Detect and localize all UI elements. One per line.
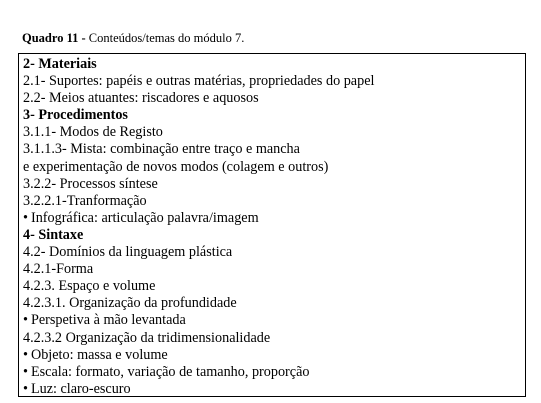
bullet-icon: •	[23, 346, 28, 363]
bullet-item	[23, 381, 525, 398]
list-item	[23, 295, 525, 312]
line-text: 4.2- Domínios da linguagem plástica	[23, 244, 233, 261]
list-item	[23, 141, 525, 158]
line-text: 3.1.1- Modos de Registo	[23, 124, 163, 141]
list-item	[23, 90, 525, 107]
list-item	[23, 176, 525, 193]
bullet-item	[23, 312, 525, 329]
line-text: Luz: claro-escuro	[30, 380, 131, 397]
line-text: 4- Sintaxe	[23, 226, 84, 243]
line-text: 3- Procedimentos	[23, 107, 128, 124]
line-text: 3.1.1.3- Mista: combinação entre traço e mancha	[23, 141, 300, 158]
list-item	[23, 193, 525, 210]
list-item	[23, 278, 525, 295]
line-text: 4.2.3.2 Organização da tridimensionalidade	[23, 329, 271, 346]
list-item	[23, 330, 525, 347]
line-text: 2.2- Meios atuantes: riscadores e aquosos	[23, 90, 259, 107]
caption-text: Conteúdos/temas do módulo 7.	[85, 31, 245, 45]
section-heading	[23, 227, 525, 244]
bullet-item	[23, 364, 525, 381]
bullet-icon: •	[23, 380, 28, 397]
line-text: 4.2.3. Espaço e volume	[23, 278, 156, 295]
bullet-item	[23, 347, 525, 364]
caption-label: Quadro 11 -	[22, 31, 86, 45]
list-item	[23, 244, 525, 261]
line-text: Perspetiva à mão levantada	[30, 312, 186, 329]
list-item	[23, 73, 525, 90]
line-text: 4.2.3.1. Organização da profundidade	[23, 295, 237, 312]
list-item	[23, 261, 525, 278]
line-text: 4.2.1-Forma	[23, 261, 94, 278]
table-caption	[22, 30, 244, 46]
bullet-icon: •	[23, 209, 28, 226]
list-item	[23, 124, 525, 141]
line-text: 3.2.2.1-Tranformação	[23, 192, 147, 209]
bullet-icon: •	[23, 363, 28, 380]
line-text: Infográfica: articulação palavra/imagem	[30, 209, 259, 226]
line-text: 2- Materiais	[23, 56, 97, 72]
content-list	[23, 56, 525, 398]
line-text: 3.2.2- Processos síntese	[23, 175, 158, 192]
section-heading	[23, 107, 525, 124]
line-text: Objeto: massa e volume	[30, 346, 168, 363]
bullet-item	[23, 210, 525, 227]
list-item	[23, 159, 525, 176]
line-text: e experimentação de novos modos (colagem e outros)	[23, 158, 329, 175]
section-heading	[23, 56, 525, 73]
bullet-icon: •	[23, 312, 28, 329]
content-table	[18, 53, 526, 397]
line-text: 2.1- Suportes: papéis e outras matérias, propriedades do papel	[23, 73, 375, 90]
line-text: Escala: formato, variação de tamanho, proporção	[30, 363, 310, 380]
